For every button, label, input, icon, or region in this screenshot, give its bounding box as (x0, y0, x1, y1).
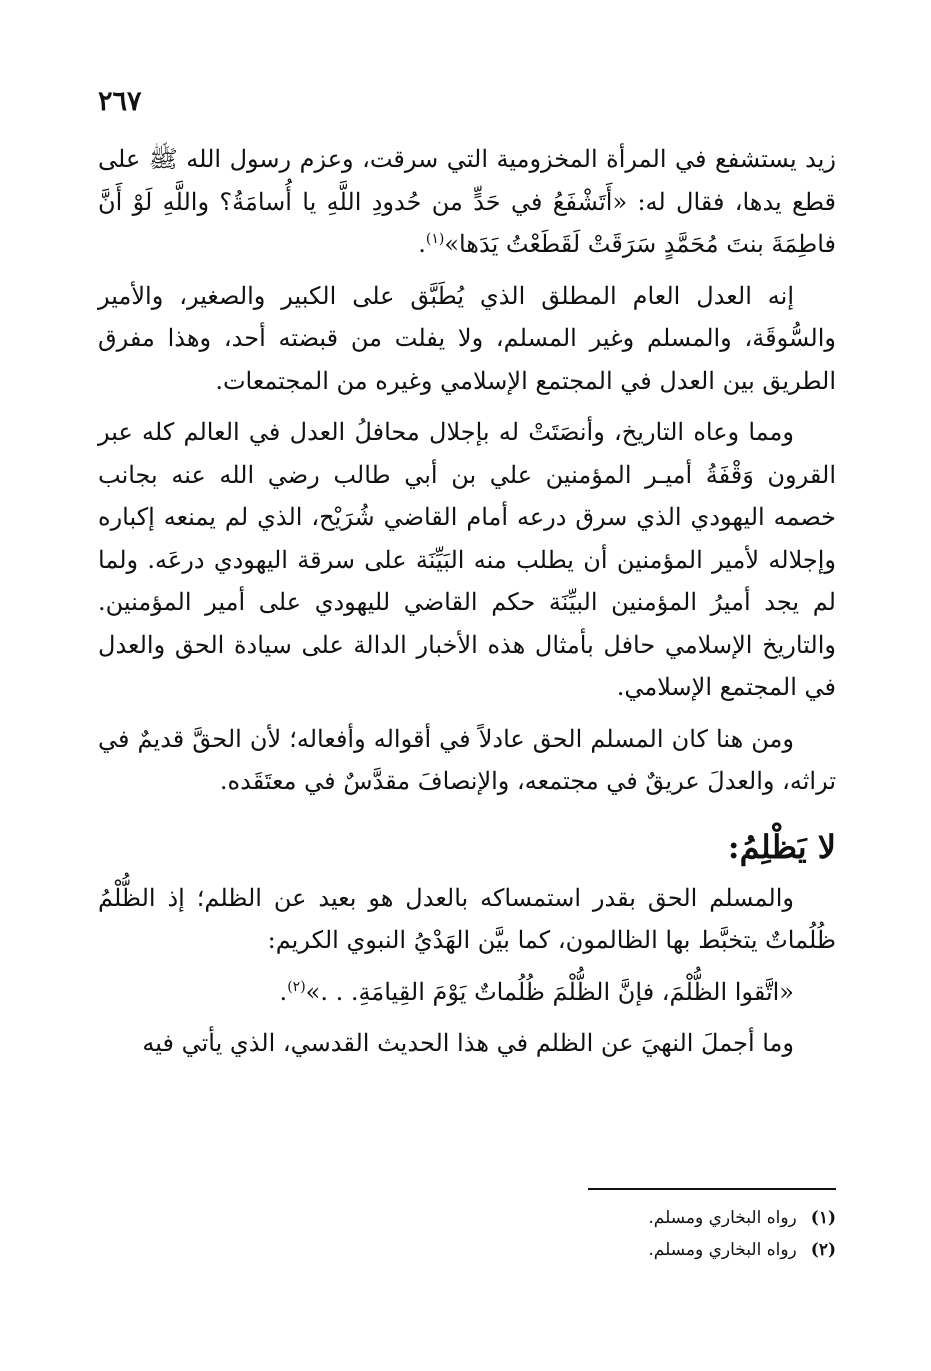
paragraph-1-text: زيد يستشفع في المرأة المخزومية التي سرقت، وعزم رسول الله ﷺ على قطع يدها، فقال له: «أَتَشْفَعُ في حَدٍّ من حُدودِ اللَّهِ يا أُسامَةُ؟ واللَّهِ لَوْ أَنَّ فاطِمَةَ بنتَ مُحَمَّدٍ سَرَقَتْ لَقَطَعْتُ يَدَها» (98, 145, 836, 258)
body-text (98, 138, 836, 1074)
footnote-1-number: (١) (810, 1208, 836, 1228)
hadith-quote-text: «اتَّقوا الظُّلْمَ، فإنَّ الظُّلْمَ ظُلُماتٌ يَوْمَ القِيامَةِ. . .» (305, 977, 794, 1006)
paragraph-1-end: . (418, 230, 426, 258)
footnotes (480, 1202, 836, 1266)
paragraph-4: ومن هنا كان المسلم الحق عادلاً في أقواله وأفعاله؛ لأن الحقَّ قديمٌ في تراثه، والعدلَ عريقٌ في مجتمعه، والإنصافَ مقدَّسٌ في معتَقَده. (98, 724, 836, 795)
paragraph-1 (98, 138, 836, 266)
paragraph-3: ومما وعاه التاريخ، وأنصَتَتْ له بإجلال محافلُ العدل في العالم كله عبر القرون وَقْفَةُ أميـر المؤمنين علي بن أبي طالب رضي الله عنه بجانب خصمه اليهودي الذي سرق درعه أمام القاضي شُرَيْح، الذي لم يمنعه إكباره وإجلاله لأمير المؤمنين أن يطلب منه البَيِّنَة على سرقة اليهودي درعَه. ولما لم يجد أميرُ المؤمنين البيِّنَة حكم القاضي لليهودي على أمير المؤمنين. والتاريخ الإسلامي حافل بأمثال هذه الأخبار الدالة على سيادة الحق والعدل في المجتمع الإسلامي. (98, 418, 836, 701)
footnote-2-number: (٢) (810, 1240, 836, 1260)
hadith-quote (98, 971, 836, 1014)
page-number: ٢٦٧ (98, 86, 142, 117)
section-heading: لا يَظْلِمُ: (727, 827, 836, 866)
paragraph-2: إنه العدل العام المطلق الذي يُطَبَّق على الكبير والصغير، والأمير والسُّوقَة، والمسلم وغير المسلم، ولا يفلت من قبضته أحد، وهذا مفرق الطريق بين العدل في المجتمع الإسلامي وغيره من المجتمعات. (98, 281, 836, 395)
paragraph-6: وما أجملَ النهيَ عن الظلم في هذا الحديث القدسي، الذي يأتي فيه (142, 1029, 794, 1057)
footnote-2-text: رواه البخاري ومسلم. (648, 1240, 797, 1260)
footnote-1-text: رواه البخاري ومسلم. (648, 1208, 797, 1228)
hadith-quote-end: . (279, 977, 288, 1006)
paragraph-5: والمسلم الحق بقدر استمساكه بالعدل هو بعيد عن الظلم؛ إذ الظُّلْمُ ظُلُماتٌ يتخبَّط بها الظالمون، كما بيَّن الهَدْيُ النبوي الكريم: (98, 883, 836, 954)
footnote-ref-2: (٢) (287, 978, 306, 995)
footnote-1 (480, 1202, 836, 1234)
footnote-divider (588, 1188, 836, 1190)
footnote-2 (480, 1234, 836, 1266)
footnote-ref-1: (١) (425, 231, 445, 247)
